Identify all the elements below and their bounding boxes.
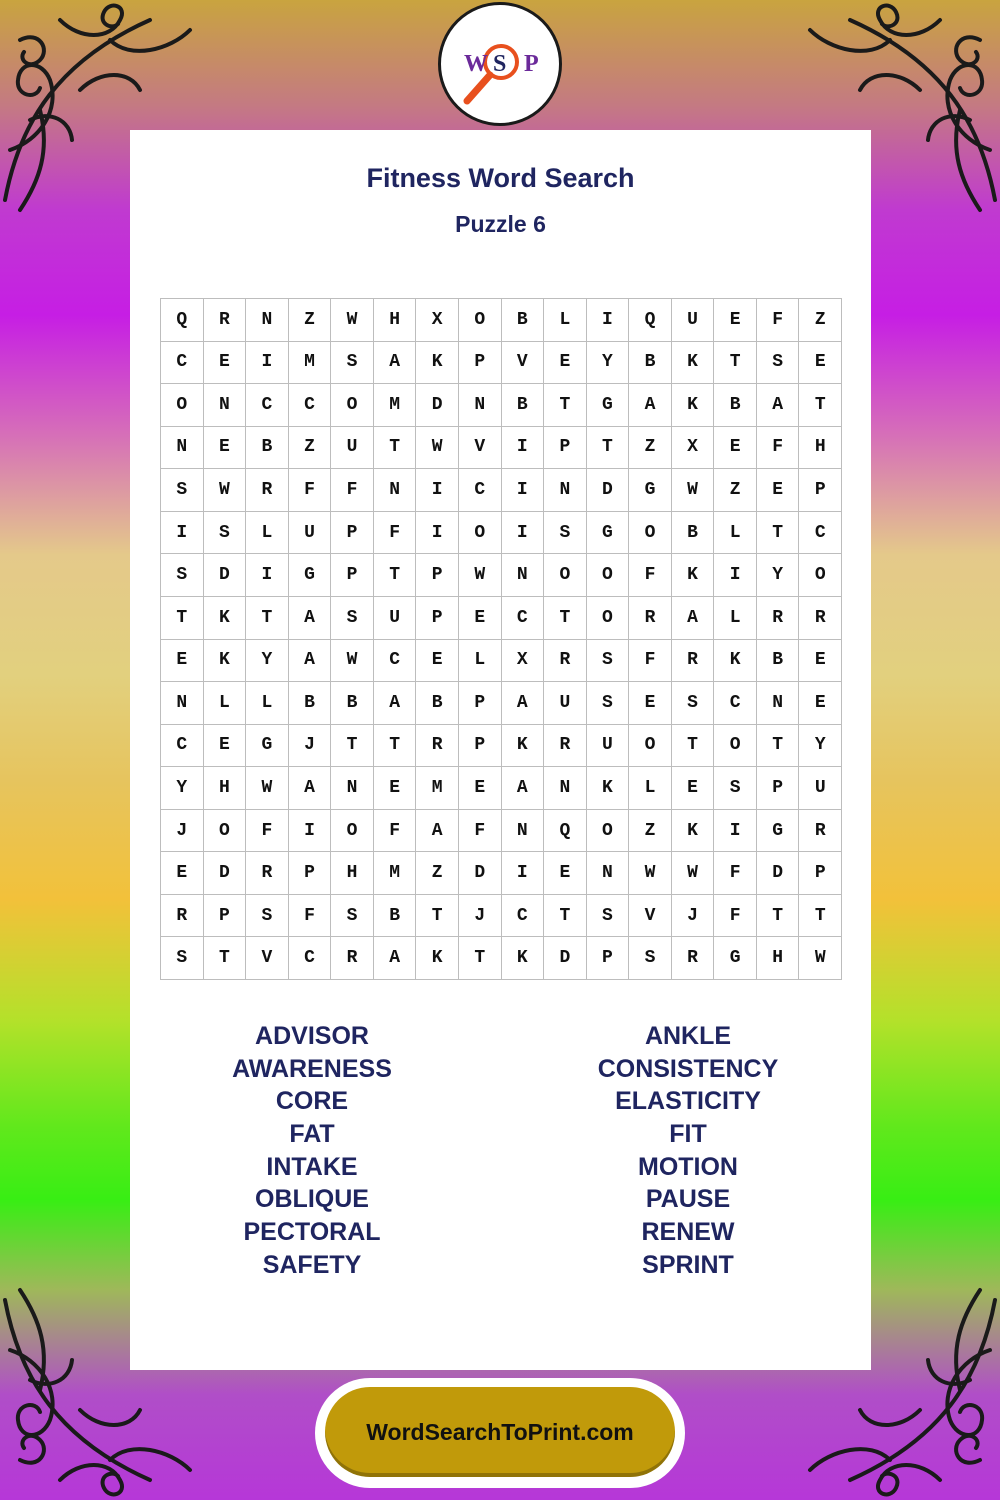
grid-cell[interactable]: A — [374, 937, 417, 980]
grid-cell[interactable]: K — [672, 810, 715, 853]
grid-cell[interactable]: G — [289, 554, 332, 597]
grid-cell[interactable]: E — [757, 469, 800, 512]
grid-cell[interactable]: P — [799, 852, 842, 895]
grid-cell[interactable]: G — [714, 937, 757, 980]
grid-cell[interactable]: F — [331, 469, 374, 512]
grid-cell[interactable]: I — [502, 512, 545, 555]
grid-cell[interactable]: S — [672, 682, 715, 725]
grid-cell[interactable]: T — [416, 895, 459, 938]
grid-cell[interactable]: A — [502, 682, 545, 725]
grid-cell[interactable]: O — [629, 725, 672, 768]
grid-cell[interactable]: R — [672, 937, 715, 980]
grid-cell[interactable]: I — [502, 469, 545, 512]
word-list-item: FIT — [669, 1120, 707, 1149]
grid-cell[interactable]: T — [714, 342, 757, 385]
grid-cell[interactable]: S — [161, 469, 204, 512]
grid-cell[interactable]: F — [629, 640, 672, 683]
grid-cell[interactable]: R — [204, 299, 247, 342]
grid-cell[interactable]: O — [799, 554, 842, 597]
grid-cell[interactable]: K — [502, 725, 545, 768]
grid-cell[interactable]: P — [587, 937, 630, 980]
word-list-item: INTAKE — [266, 1152, 358, 1181]
grid-cell[interactable]: O — [204, 810, 247, 853]
grid-cell[interactable]: R — [672, 640, 715, 683]
grid-cell[interactable]: U — [374, 597, 417, 640]
grid-cell[interactable]: Z — [714, 469, 757, 512]
grid-cell[interactable]: O — [587, 597, 630, 640]
word-list-item: ELASTICITY — [615, 1087, 761, 1116]
grid-cell[interactable]: A — [289, 597, 332, 640]
grid-cell[interactable]: B — [502, 299, 545, 342]
grid-cell[interactable]: P — [331, 512, 374, 555]
grid-cell[interactable]: V — [459, 427, 502, 470]
grid-cell[interactable]: U — [799, 767, 842, 810]
word-list-item: FAT — [289, 1120, 335, 1149]
grid-cell[interactable]: L — [459, 640, 502, 683]
grid-cell[interactable]: V — [246, 937, 289, 980]
logo-letter-s: S — [493, 51, 507, 77]
grid-cell[interactable]: H — [799, 427, 842, 470]
grid-cell[interactable]: I — [714, 810, 757, 853]
grid-cell[interactable]: S — [714, 767, 757, 810]
grid-cell[interactable]: S — [757, 342, 800, 385]
grid-cell[interactable]: T — [544, 384, 587, 427]
grid-cell[interactable]: R — [331, 937, 374, 980]
grid-cell[interactable]: R — [757, 597, 800, 640]
grid-cell[interactable]: C — [246, 384, 289, 427]
word-list-item: RENEW — [641, 1218, 735, 1247]
grid-cell[interactable]: T — [374, 554, 417, 597]
grid-cell[interactable]: D — [459, 852, 502, 895]
grid-cell[interactable]: R — [629, 597, 672, 640]
grid-cell[interactable]: W — [416, 427, 459, 470]
word-list-right — [498, 1020, 878, 1282]
website-link[interactable]: WordSearchToPrint.com — [325, 1387, 675, 1477]
grid-cell[interactable]: A — [416, 810, 459, 853]
grid-cell[interactable]: G — [246, 725, 289, 768]
word-list-item: SPRINT — [642, 1250, 734, 1279]
grid-cell[interactable]: P — [416, 554, 459, 597]
grid-cell[interactable]: U — [331, 427, 374, 470]
grid-cell[interactable]: B — [714, 384, 757, 427]
word-list-left — [122, 1020, 502, 1282]
grid-cell[interactable]: S — [544, 512, 587, 555]
grid-cell[interactable]: R — [544, 640, 587, 683]
grid-cell[interactable]: H — [374, 299, 417, 342]
grid-cell[interactable]: I — [714, 554, 757, 597]
word-list-item: PAUSE — [645, 1185, 731, 1214]
grid-cell[interactable]: N — [161, 682, 204, 725]
grid-cell[interactable]: D — [204, 852, 247, 895]
grid-cell[interactable]: L — [246, 512, 289, 555]
grid-cell[interactable]: E — [672, 767, 715, 810]
grid-cell[interactable]: E — [544, 852, 587, 895]
grid-cell[interactable]: J — [289, 725, 332, 768]
grid-cell[interactable]: E — [374, 767, 417, 810]
grid-cell[interactable]: C — [289, 937, 332, 980]
grid-cell[interactable]: G — [587, 512, 630, 555]
grid-cell[interactable]: E — [161, 852, 204, 895]
grid-cell[interactable]: L — [204, 682, 247, 725]
grid-cell[interactable]: R — [416, 725, 459, 768]
grid-cell[interactable]: Z — [289, 299, 332, 342]
grid-cell[interactable]: S — [587, 640, 630, 683]
footer-badge — [315, 1378, 685, 1488]
grid-cell[interactable]: S — [161, 554, 204, 597]
grid-cell[interactable]: K — [416, 342, 459, 385]
grid-cell[interactable]: F — [289, 469, 332, 512]
grid-cell[interactable]: S — [246, 895, 289, 938]
grid-cell[interactable]: P — [459, 725, 502, 768]
grid-cell[interactable]: U — [587, 725, 630, 768]
grid-cell[interactable]: T — [757, 725, 800, 768]
grid-cell[interactable]: I — [502, 427, 545, 470]
grid-cell[interactable]: E — [459, 767, 502, 810]
grid-cell[interactable]: P — [289, 852, 332, 895]
grid-cell[interactable]: X — [672, 427, 715, 470]
grid-cell[interactable]: F — [374, 810, 417, 853]
grid-cell[interactable]: W — [331, 299, 374, 342]
grid-cell[interactable]: A — [672, 597, 715, 640]
grid-cell[interactable]: H — [757, 937, 800, 980]
grid-cell[interactable]: H — [204, 767, 247, 810]
grid-cell[interactable]: M — [416, 767, 459, 810]
grid-cell[interactable]: P — [459, 342, 502, 385]
grid-cell[interactable]: R — [799, 597, 842, 640]
grid-cell[interactable]: N — [502, 810, 545, 853]
grid-cell[interactable]: N — [459, 384, 502, 427]
grid-cell[interactable]: R — [246, 852, 289, 895]
word-list-item: SAFETY — [262, 1250, 362, 1279]
word-list-item: AWARENESS — [232, 1054, 392, 1083]
grid-cell[interactable]: B — [757, 640, 800, 683]
grid-cell[interactable]: T — [459, 937, 502, 980]
grid-cell[interactable]: O — [587, 554, 630, 597]
grid-cell[interactable]: C — [799, 512, 842, 555]
grid-cell[interactable]: S — [331, 895, 374, 938]
grid-cell[interactable]: W — [331, 640, 374, 683]
grid-cell[interactable]: F — [629, 554, 672, 597]
puzzle-number: Puzzle 6 — [455, 211, 546, 237]
grid-cell[interactable]: O — [587, 810, 630, 853]
grid-cell[interactable]: L — [629, 767, 672, 810]
grid-cell[interactable]: N — [757, 682, 800, 725]
grid-cell[interactable]: T — [799, 895, 842, 938]
page-title: Fitness Word Search — [366, 163, 635, 193]
grid-cell[interactable]: L — [246, 682, 289, 725]
grid-cell[interactable]: K — [672, 554, 715, 597]
grid-cell[interactable]: T — [374, 427, 417, 470]
grid-cell[interactable]: O — [331, 810, 374, 853]
grid-cell[interactable]: E — [204, 725, 247, 768]
grid-cell[interactable]: C — [374, 640, 417, 683]
grid-cell[interactable]: I — [246, 342, 289, 385]
grid-cell[interactable]: D — [204, 554, 247, 597]
word-list-item: CONSISTENCY — [597, 1054, 779, 1083]
grid-cell[interactable]: T — [672, 725, 715, 768]
grid-cell[interactable]: E — [416, 640, 459, 683]
grid-cell[interactable]: K — [416, 937, 459, 980]
grid-cell[interactable]: E — [714, 427, 757, 470]
grid-cell[interactable]: R — [161, 895, 204, 938]
grid-cell[interactable]: F — [246, 810, 289, 853]
grid-cell[interactable]: K — [672, 342, 715, 385]
grid-cell[interactable]: N — [246, 299, 289, 342]
grid-cell[interactable]: Z — [629, 427, 672, 470]
grid-cell[interactable]: L — [544, 299, 587, 342]
grid-cell[interactable]: I — [246, 554, 289, 597]
grid-cell[interactable]: P — [416, 597, 459, 640]
grid-cell[interactable]: W — [672, 469, 715, 512]
grid-cell[interactable]: X — [502, 640, 545, 683]
grid-cell[interactable]: R — [246, 469, 289, 512]
grid-cell[interactable]: N — [502, 554, 545, 597]
grid-cell[interactable]: K — [204, 597, 247, 640]
grid-cell[interactable]: I — [289, 810, 332, 853]
grid-cell[interactable]: T — [204, 937, 247, 980]
grid-cell[interactable]: I — [161, 512, 204, 555]
grid-cell[interactable]: E — [161, 640, 204, 683]
grid-cell[interactable]: S — [587, 895, 630, 938]
grid-cell[interactable]: B — [629, 342, 672, 385]
grid-cell[interactable]: R — [544, 725, 587, 768]
grid-cell[interactable]: Y — [246, 640, 289, 683]
grid-cell[interactable]: C — [459, 469, 502, 512]
grid-cell[interactable]: A — [289, 767, 332, 810]
grid-cell[interactable]: W — [459, 554, 502, 597]
wsp-logo[interactable] — [438, 2, 562, 126]
grid-cell[interactable]: Y — [799, 725, 842, 768]
grid-cell[interactable]: A — [289, 640, 332, 683]
grid-cell[interactable]: O — [331, 384, 374, 427]
grid-cell[interactable]: F — [714, 852, 757, 895]
grid-cell[interactable]: V — [629, 895, 672, 938]
grid-cell[interactable]: T — [757, 895, 800, 938]
grid-cell[interactable]: S — [629, 937, 672, 980]
grid-cell[interactable]: R — [799, 810, 842, 853]
grid-cell[interactable]: C — [502, 597, 545, 640]
grid-cell[interactable]: E — [204, 342, 247, 385]
grid-cell[interactable]: W — [246, 767, 289, 810]
grid-cell[interactable]: T — [544, 597, 587, 640]
grid-cell[interactable]: H — [331, 852, 374, 895]
word-list-item: MOTION — [638, 1152, 738, 1181]
grid-cell[interactable]: B — [331, 682, 374, 725]
grid-cell[interactable]: Q — [629, 299, 672, 342]
grid-cell[interactable]: B — [246, 427, 289, 470]
grid-cell[interactable]: S — [161, 937, 204, 980]
grid-cell[interactable]: C — [714, 682, 757, 725]
grid-cell[interactable]: M — [374, 384, 417, 427]
grid-cell[interactable]: T — [799, 384, 842, 427]
grid-cell[interactable]: L — [714, 512, 757, 555]
grid-cell[interactable]: F — [714, 895, 757, 938]
logo-letter-w: W — [464, 51, 488, 77]
grid-cell[interactable]: T — [374, 725, 417, 768]
grid-cell[interactable]: S — [331, 342, 374, 385]
grid-cell[interactable]: O — [544, 554, 587, 597]
grid-cell[interactable]: O — [161, 384, 204, 427]
grid-cell[interactable]: M — [289, 342, 332, 385]
grid-cell[interactable]: U — [672, 299, 715, 342]
grid-cell[interactable]: Q — [161, 299, 204, 342]
grid-cell[interactable]: E — [799, 682, 842, 725]
grid-cell[interactable]: F — [289, 895, 332, 938]
grid-cell[interactable]: P — [799, 469, 842, 512]
grid-cell[interactable]: Y — [757, 554, 800, 597]
grid-cell[interactable]: P — [331, 554, 374, 597]
grid-cell[interactable]: B — [374, 895, 417, 938]
grid-cell[interactable]: J — [459, 895, 502, 938]
grid-cell[interactable]: B — [416, 682, 459, 725]
letter-grid — [160, 298, 842, 980]
grid-cell[interactable]: A — [374, 682, 417, 725]
grid-cell[interactable]: N — [544, 767, 587, 810]
grid-cell[interactable]: L — [714, 597, 757, 640]
grid-cell[interactable]: S — [331, 597, 374, 640]
grid-cell[interactable]: A — [757, 384, 800, 427]
grid-cell[interactable]: G — [757, 810, 800, 853]
grid-cell[interactable]: G — [629, 469, 672, 512]
grid-cell[interactable]: G — [587, 384, 630, 427]
grid-cell[interactable]: A — [502, 767, 545, 810]
grid-cell[interactable]: E — [799, 640, 842, 683]
grid-cell[interactable]: D — [587, 469, 630, 512]
grid-cell[interactable]: O — [459, 512, 502, 555]
word-list-item: CORE — [275, 1087, 349, 1116]
grid-cell[interactable]: O — [714, 725, 757, 768]
grid-cell[interactable]: N — [587, 852, 630, 895]
grid-cell[interactable]: N — [204, 384, 247, 427]
grid-cell[interactable]: A — [374, 342, 417, 385]
word-list-item: OBLIQUE — [255, 1185, 369, 1214]
grid-cell[interactable]: A — [629, 384, 672, 427]
grid-cell[interactable]: B — [502, 384, 545, 427]
grid-cell[interactable]: C — [502, 895, 545, 938]
grid-cell[interactable]: N — [331, 767, 374, 810]
grid-cell[interactable]: S — [587, 682, 630, 725]
grid-cell[interactable]: T — [544, 895, 587, 938]
word-list-item: ANKLE — [644, 1022, 732, 1050]
grid-cell[interactable]: V — [502, 342, 545, 385]
grid-cell[interactable]: E — [544, 342, 587, 385]
grid-cell[interactable]: I — [587, 299, 630, 342]
grid-cell[interactable]: C — [289, 384, 332, 427]
grid-cell[interactable]: C — [161, 342, 204, 385]
grid-cell[interactable]: Q — [544, 810, 587, 853]
grid-cell[interactable]: I — [416, 512, 459, 555]
grid-cell[interactable]: U — [289, 512, 332, 555]
grid-cell[interactable]: W — [672, 852, 715, 895]
grid-cell[interactable]: O — [629, 512, 672, 555]
grid-cell[interactable]: M — [374, 852, 417, 895]
grid-cell[interactable]: Y — [161, 767, 204, 810]
grid-cell[interactable]: E — [459, 597, 502, 640]
grid-cell[interactable]: F — [757, 299, 800, 342]
grid-cell[interactable]: K — [587, 767, 630, 810]
grid-cell[interactable]: N — [544, 469, 587, 512]
grid-cell[interactable]: E — [714, 299, 757, 342]
grid-cell[interactable]: D — [416, 384, 459, 427]
logo-letter-p: P — [524, 51, 539, 77]
grid-cell[interactable]: W — [629, 852, 672, 895]
grid-cell[interactable]: Y — [587, 342, 630, 385]
grid-cell[interactable]: W — [799, 937, 842, 980]
grid-cell[interactable]: B — [672, 512, 715, 555]
word-list-item: ADVISOR — [255, 1022, 369, 1050]
grid-cell[interactable]: J — [672, 895, 715, 938]
grid-cell[interactable]: B — [289, 682, 332, 725]
grid-cell[interactable]: K — [714, 640, 757, 683]
grid-cell[interactable]: E — [799, 342, 842, 385]
grid-cell[interactable]: Z — [416, 852, 459, 895]
grid-cell[interactable]: T — [757, 512, 800, 555]
grid-cell[interactable]: F — [757, 427, 800, 470]
grid-cell[interactable]: P — [544, 427, 587, 470]
grid-cell[interactable]: N — [374, 469, 417, 512]
grid-cell[interactable]: T — [246, 597, 289, 640]
grid-cell[interactable]: O — [459, 299, 502, 342]
grid-cell[interactable]: D — [757, 852, 800, 895]
grid-cell[interactable]: X — [416, 299, 459, 342]
grid-cell[interactable]: P — [757, 767, 800, 810]
grid-cell[interactable]: E — [204, 427, 247, 470]
grid-cell[interactable]: T — [587, 427, 630, 470]
grid-cell[interactable]: W — [204, 469, 247, 512]
grid-cell[interactable]: I — [416, 469, 459, 512]
grid-cell[interactable]: D — [544, 937, 587, 980]
grid-cell[interactable]: C — [161, 725, 204, 768]
grid-cell[interactable]: P — [204, 895, 247, 938]
grid-cell[interactable]: T — [161, 597, 204, 640]
grid-cell[interactable]: S — [204, 512, 247, 555]
word-list-item: PECTORAL — [243, 1218, 381, 1247]
grid-cell[interactable]: K — [502, 937, 545, 980]
grid-cell[interactable]: P — [459, 682, 502, 725]
grid-cell[interactable]: E — [629, 682, 672, 725]
grid-cell[interactable]: I — [502, 852, 545, 895]
grid-cell[interactable]: N — [161, 427, 204, 470]
grid-cell[interactable]: U — [544, 682, 587, 725]
grid-cell[interactable]: F — [459, 810, 502, 853]
grid-cell[interactable]: Z — [289, 427, 332, 470]
puzzle-panel — [130, 130, 871, 1370]
grid-cell[interactable]: Z — [799, 299, 842, 342]
grid-cell[interactable]: T — [331, 725, 374, 768]
grid-cell[interactable]: Z — [629, 810, 672, 853]
grid-cell[interactable]: K — [204, 640, 247, 683]
grid-cell[interactable]: J — [161, 810, 204, 853]
grid-cell[interactable]: F — [374, 512, 417, 555]
grid-cell[interactable]: K — [672, 384, 715, 427]
